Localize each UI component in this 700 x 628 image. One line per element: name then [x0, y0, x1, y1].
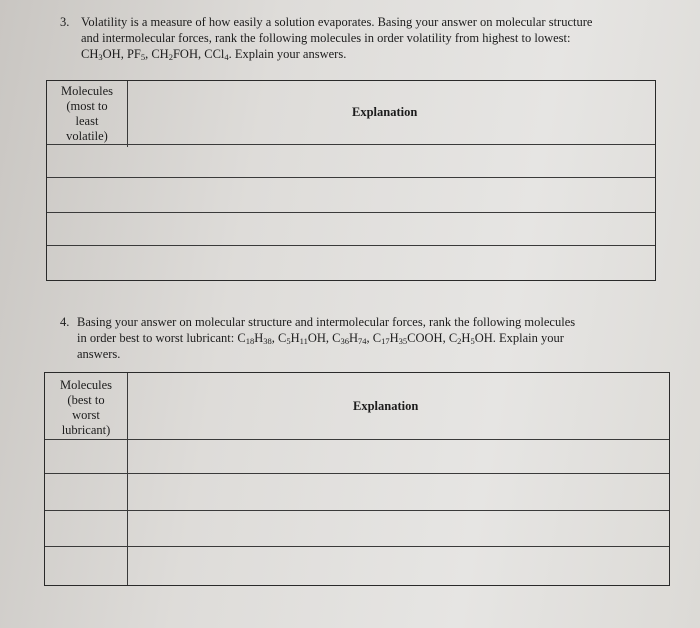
question-4-molecule: $C_5H_{11}OH$	[278, 331, 326, 346]
table-row	[47, 213, 655, 245]
table-row	[47, 246, 655, 279]
table-row	[45, 511, 669, 546]
header-divider	[45, 439, 669, 440]
table-row	[45, 547, 669, 583]
question-3-line-1: Volatility is a measure of how easily a solution evaporates. Basing your answer on molecular structure	[81, 15, 593, 29]
question-3-line-2: and intermolecular forces, rank the following molecules in order volatility from highest to lowest:	[81, 31, 571, 45]
question-3-table	[46, 80, 656, 281]
question-3-number: 3.	[60, 15, 70, 29]
table-row	[45, 474, 669, 510]
question-4	[60, 314, 670, 366]
question-3-line-3	[81, 46, 592, 62]
question-4-line-3: answers.	[77, 347, 121, 361]
table-row	[47, 146, 655, 177]
question-4-table	[44, 372, 670, 586]
explanation-header: Explanation	[353, 399, 419, 413]
question-3-molecule: CCl$_4$	[204, 47, 229, 62]
table-column-divider	[127, 81, 128, 147]
question-4-line-2: in order best to worst lubricant: $C_{18}H_{38}$, $C_5H_{11}OH$, $C_{36}H_{74}$, $C_{17}H_{35}COOH$, $C_2H_5OH$. Explain your	[77, 331, 564, 346]
question-4-number: 4.	[60, 315, 70, 329]
table-row	[47, 178, 655, 212]
molecules-header: Molecules (most to least volatile)	[60, 84, 114, 143]
question-4-molecule: $C_{36}H_{74}$	[332, 331, 367, 346]
question-4-molecule-list: $C_{18}H_{38}$, $C_5H_{11}OH$, $C_{36}H_{74}$, $C_{17}H_{35}COOH$, $C_2H_5OH$.	[237, 331, 496, 346]
question-3-molecule: $CH_3OH$	[81, 47, 121, 62]
question-4-text	[77, 314, 575, 362]
question-3-molecule-list: $CH_3OH$, $PF_5$, $CH_2FOH$, CCl$_4$.	[81, 47, 235, 62]
question-3-molecule: $PF_5$	[126, 47, 146, 62]
explanation-header: Explanation	[352, 105, 418, 119]
table-row	[45, 441, 669, 473]
molecules-header: Molecules (best to worst lubricant)	[59, 378, 113, 437]
question-3	[60, 14, 660, 66]
question-4-molecule: $C_2H_5OH$	[448, 331, 493, 346]
question-4-line-1: Basing your answer on molecular structure and intermolecular forces, rank the following molecules	[77, 315, 576, 329]
question-3-instruction: Explain your answers.	[234, 47, 347, 61]
header-divider	[47, 144, 655, 145]
question-3-text	[81, 14, 592, 62]
question-4-molecule: $C_{17}H_{35}COOH$	[372, 331, 443, 346]
question-4-molecule: $C_{18}H_{38}$	[237, 331, 272, 346]
question-3-molecule: $CH_2FOH$	[151, 47, 198, 62]
